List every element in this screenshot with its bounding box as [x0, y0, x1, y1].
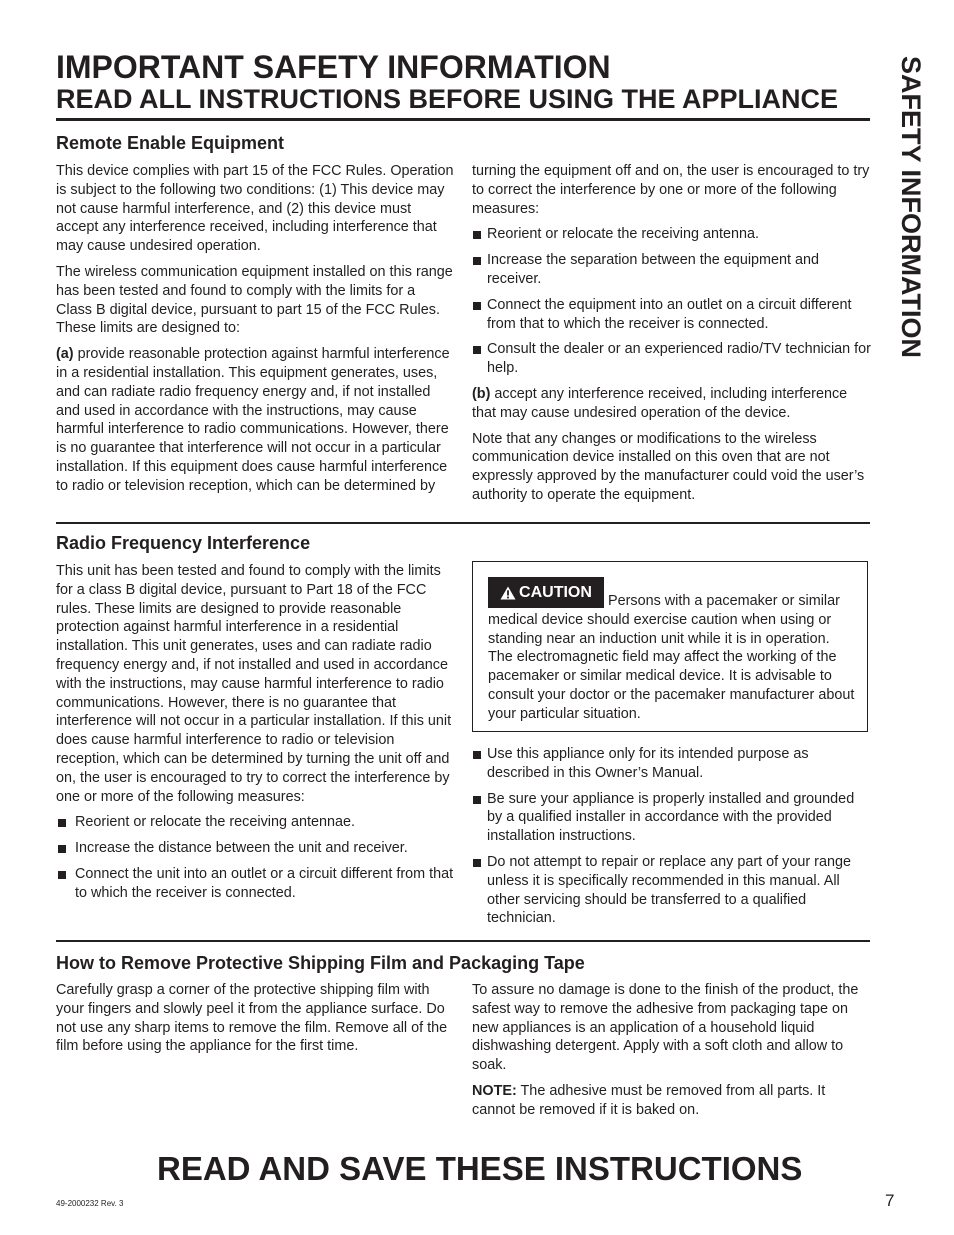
bullet-square-icon: [58, 845, 66, 853]
bullet-square-icon: [473, 751, 481, 759]
list-item: Consult the dealer or an experienced radio/TV technician for help.: [472, 340, 872, 378]
note-text: The adhesive must be removed from all parts. It cannot be removed if it is baked on.: [472, 1082, 826, 1118]
list-item: Do not attempt to repair or replace any part of your range unless it is specifically recommended in this manual. All other servicing should be transferred to a qualified technician.: [472, 853, 872, 928]
side-tab-label: SAFETY INFORMATION: [896, 56, 926, 358]
remote-paragraph-1: This device complies with part 15 of the FCC Rules. Operation is subject to the following two conditions: (1) This device may not cause harmful interference, and (2) this device must accept any interference received, including interference that may cause undesired operation.: [56, 163, 454, 255]
header-rule: [56, 118, 870, 121]
section-divider-1: [56, 522, 870, 524]
bullet-square-icon: [473, 796, 481, 804]
bullet-square-icon: [58, 871, 66, 879]
caution-label: CAUTION: [519, 583, 592, 601]
remote-b-label: (b): [472, 385, 491, 402]
footer-heading: READ AND SAVE THESE INSTRUCTIONS: [157, 1150, 803, 1187]
page-title: IMPORTANT SAFETY INFORMATION: [56, 49, 611, 85]
document-id: 49-2000232 Rev. 3: [56, 1199, 124, 1208]
list-item: Connect the equipment into an outlet on a circuit different from that to which the receiver is connected.: [472, 296, 872, 334]
list-item: Increase the distance between the unit and receiver.: [56, 839, 454, 858]
radio-paragraph-1: This unit has been tested and found to comply with the limits for a class B digital device, pursuant to Part 18 of the FCC rules. These limits are designed to provide reasonable protection against harmful interference in a residential installation. This unit generates, uses and can radiate radio frequency energy and, if not installed and used in accordance with the instructions, may cause harmful interference to radio communications. However, there is no guarantee that interference will not occur in a particular installation. If this unit does cause harmful interference to radio or television reception, which can be determined by turning the unit off and on, the user is encouraged to try to correct the interference by one or more of the following measures:: [56, 563, 452, 805]
caution-text: Persons with a pacemaker or similar medical device should exercise caution when using or standing near an induction unit while it is in operation. The electromagnetic field may affect the working of the pacemaker or similar medical device. It is advisable to consult your doctor or the pacemaker manufacturer about your particular situation.: [488, 593, 855, 722]
bullet-square-icon: [473, 257, 481, 265]
bullet-square-icon: [473, 859, 481, 867]
radio-left-column: [56, 562, 454, 910]
safety-bullet-column: [472, 745, 872, 935]
remote-bullet-list: [472, 225, 872, 378]
radio-bullet-list: [56, 813, 454, 902]
film-left-column: [56, 981, 454, 1063]
bullet-square-icon: [473, 346, 481, 354]
safety-bullet-list: [472, 745, 872, 928]
remote-paragraph-4: turning the equipment off and on, the user is encouraged to try to correct the interference by one or more of the following measures:: [472, 163, 870, 217]
list-item: Reorient or relocate the receiving antenna.: [472, 225, 872, 244]
remote-paragraph-6: Note that any changes or modifications to the wireless communication device installed on this oven that are not expressly approved by the manufacturer could void the user’s authority to operate the equipment.: [472, 430, 865, 503]
remote-a-label: (a): [56, 346, 74, 363]
list-item: Reorient or relocate the receiving antennae.: [56, 813, 454, 832]
remote-heading: Remote Enable Equipment: [56, 133, 285, 153]
list-item: Increase the separation between the equipment and receiver.: [472, 251, 872, 289]
radio-heading: Radio Frequency Interference: [56, 533, 311, 553]
remote-a-text: provide reasonable protection against harmful interference in a residential installation. This equipment generates, uses, and can radiate radio frequency energy and, if not installed and used in accordance with the instructions, may cause harmful interference to radio communications. However, there is no guarantee that interference will not occur in a particular installation. If this equipment does cause harmful interference to radio or television reception, which can be determined by: [56, 346, 450, 494]
bullet-square-icon: [473, 302, 481, 310]
caution-box: [472, 561, 868, 732]
film-heading: How to Remove Protective Shipping Film and Packaging Tape: [56, 953, 585, 973]
bullet-square-icon: [58, 819, 66, 827]
list-item: Use this appliance only for its intended purpose as described in this Owner’s Manual.: [472, 745, 872, 783]
bullet-square-icon: [473, 231, 481, 239]
remote-paragraph-3: [56, 345, 454, 495]
remote-paragraph-2: The wireless communication equipment installed on this range has been tested and found to comply with the limits for a Class B digital device, pursuant to part 15 of the FCC Rules. These limits are designed to:: [56, 263, 453, 337]
section-divider-2: [56, 940, 870, 942]
page-subtitle: READ ALL INSTRUCTIONS BEFORE USING THE APPLIANCE: [56, 84, 839, 114]
remote-paragraph-5: [472, 385, 872, 423]
remote-right-column: [472, 162, 872, 512]
film-paragraph-2: To assure no damage is done to the finish of the product, the safest way to remove the adhesive from packaging tape on new appliances is an application of a household liquid dishwashing detergent. Apply with a soft cloth and allow to soak.: [472, 982, 859, 1074]
note-label: NOTE:: [472, 1082, 517, 1099]
list-item: Connect the unit into an outlet or a circuit different from that to which the receiver is connected.: [56, 865, 454, 903]
film-note: [472, 1082, 872, 1120]
film-right-column: [472, 981, 872, 1127]
page-number: 7: [885, 1191, 895, 1210]
remote-left-column: [56, 162, 454, 503]
film-paragraph-1: Carefully grasp a corner of the protective shipping film with your fingers and slowly peel it from the appliance surface. Do not use any sharp items to remove the film. Remove all of the film before using the appliance for the first time.: [56, 982, 448, 1055]
side-tab: [890, 56, 930, 416]
remote-b-text: accept any interference received, including interference that may cause undesired operation of the device.: [472, 385, 848, 421]
list-item: Be sure your appliance is properly installed and grounded by a qualified installer in accordance with the provided installation instructions.: [472, 790, 872, 846]
